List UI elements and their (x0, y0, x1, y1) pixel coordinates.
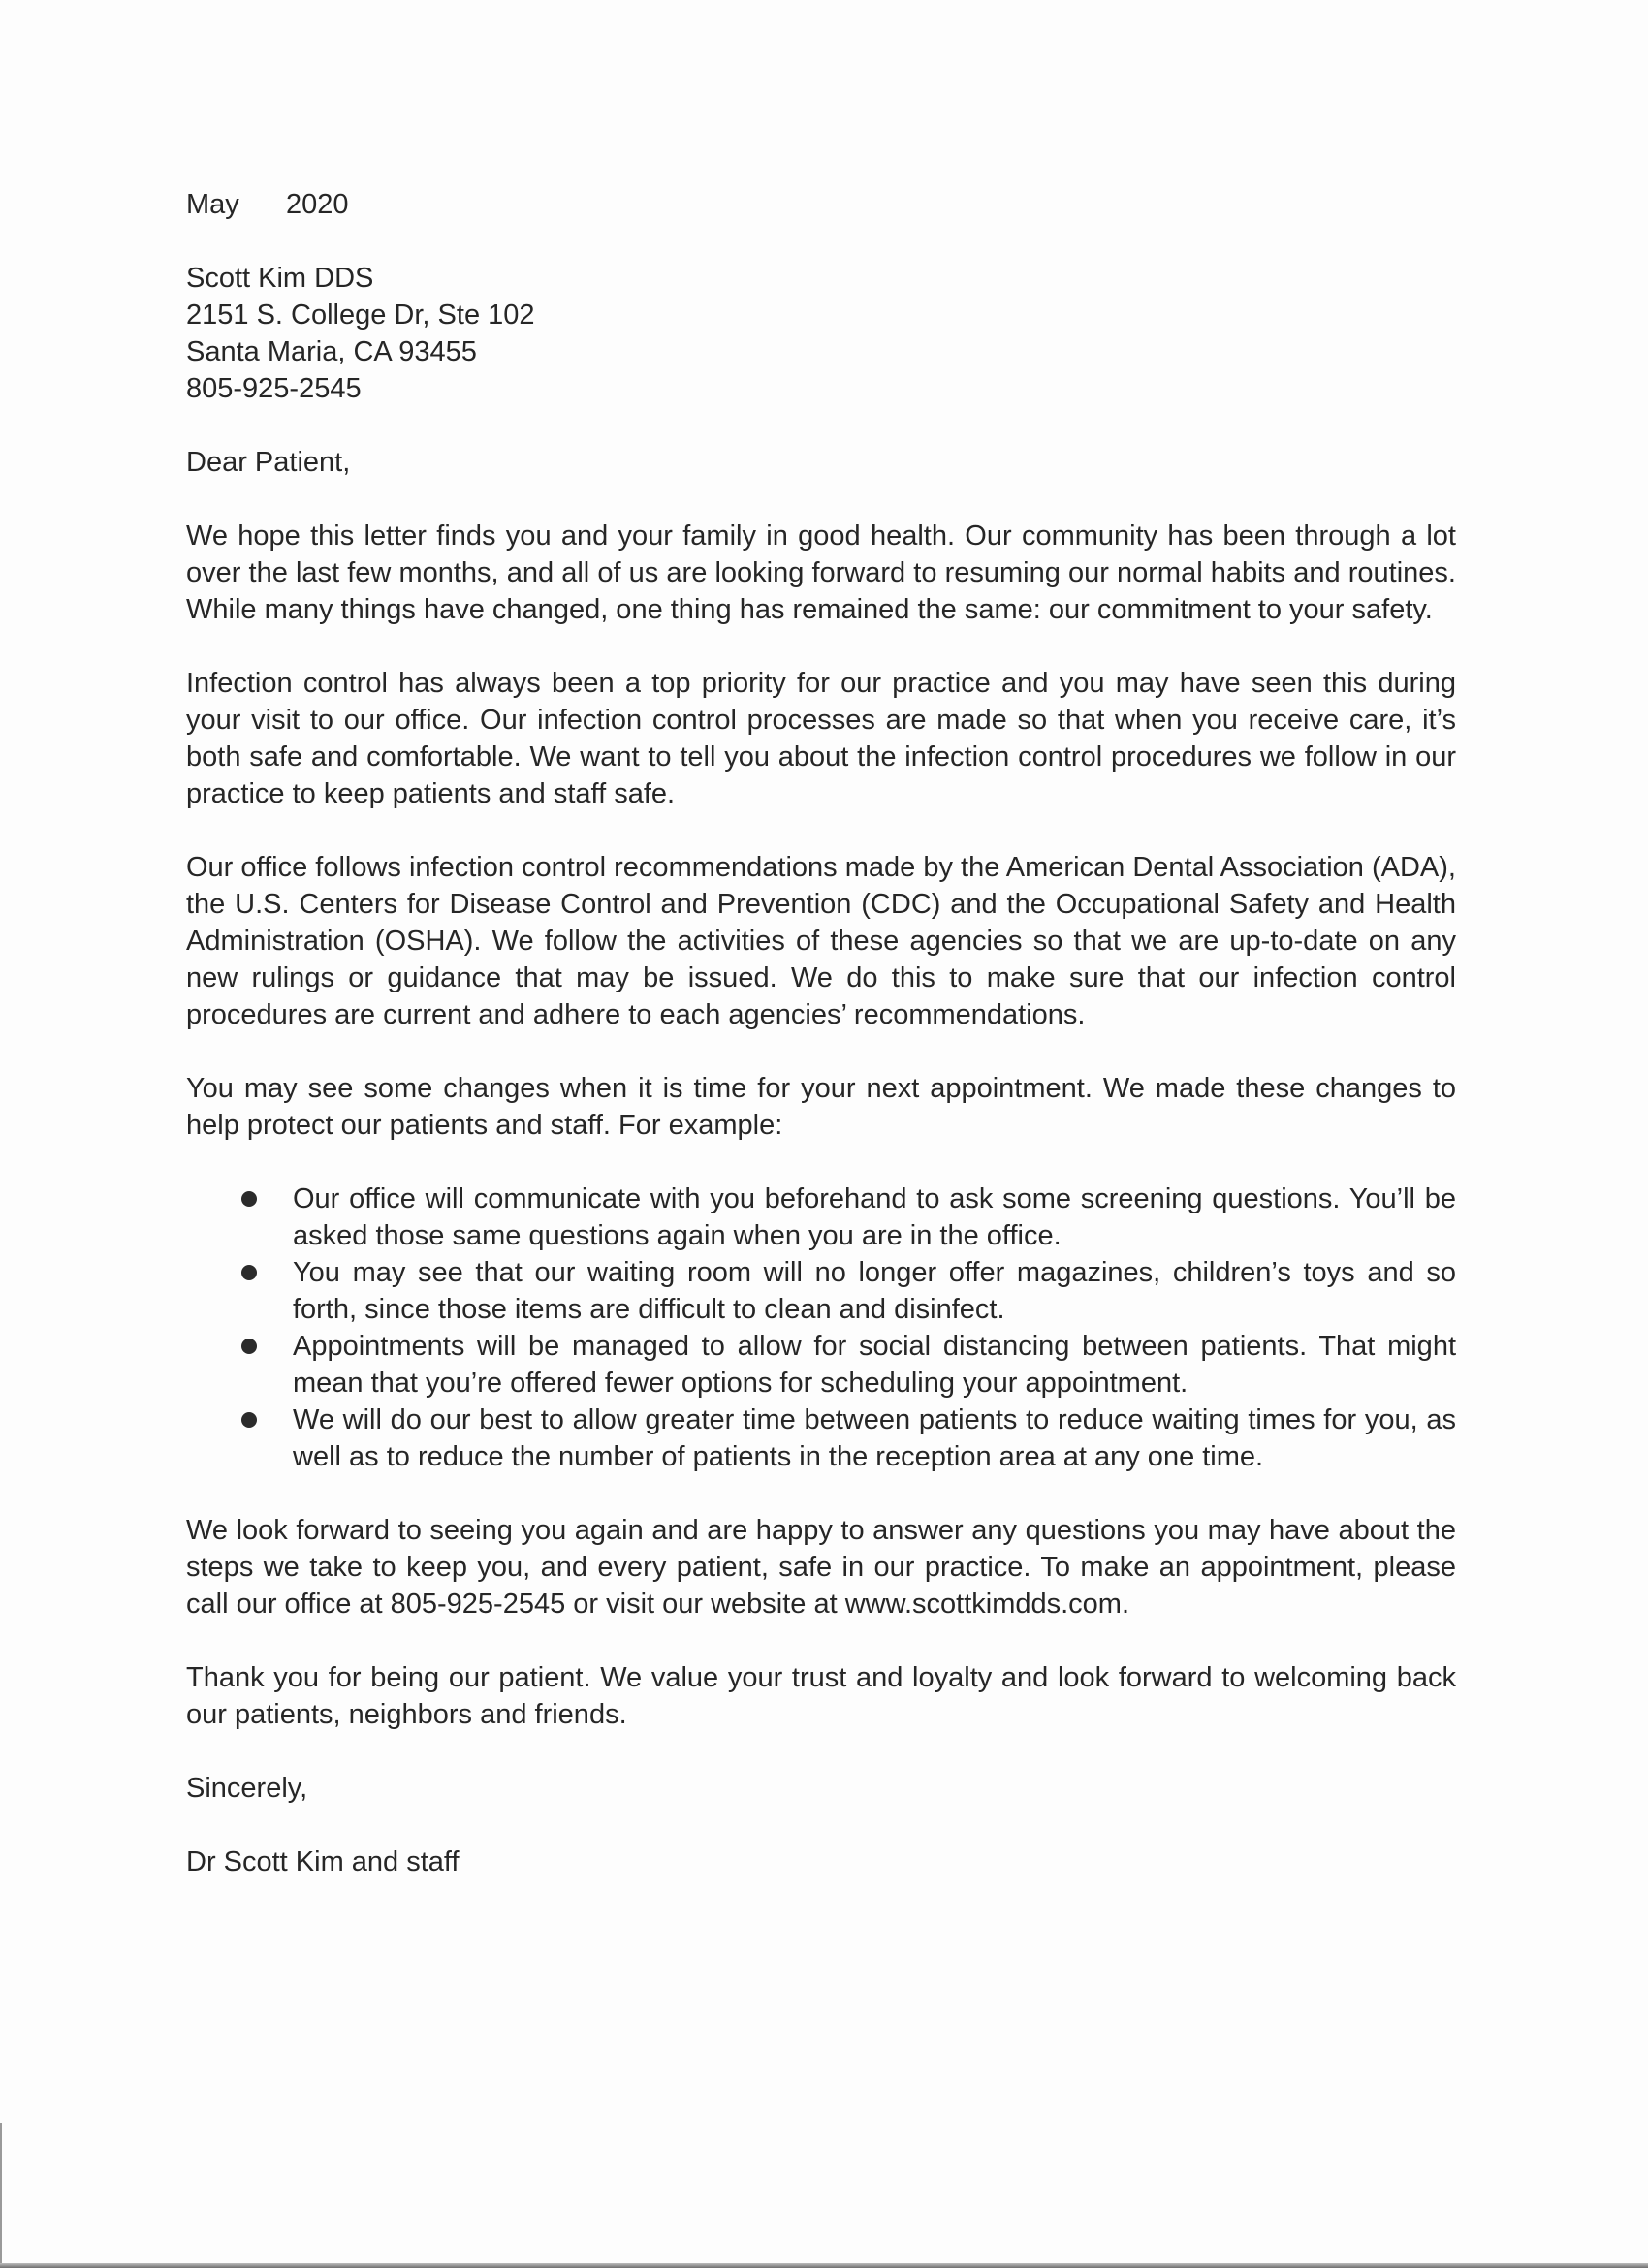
list-item (186, 1402, 1456, 1475)
paragraph-recommendations: Our office follows infection control recommendations made by the American Dental Association (ADA), the U.S. Centers for Disease Control and Prevention (CDC) and the Occupational Safety and Health Administration (OSHA). We follow the activities of these agencies so that we are up-to-date on any new rulings or guidance that may be issued. We do this to make sure that our infection control procedures are current and adhere to each agencies’ recommendations. (186, 852, 1456, 1030)
letter-body (186, 186, 1456, 1880)
sender-city-state-zip: Santa Maria, CA 93455 (186, 336, 477, 367)
date-year: 2020 (286, 189, 349, 220)
list-item-text: Our office will communicate with you beforehand to ask some screening questions. You’ll be asked those same questions again when you are in the office. (293, 1183, 1456, 1251)
paragraph-changes: You may see some changes when it is time for your next appointment. We made these changes to help protect our patients and staff. For example: (186, 1073, 1456, 1141)
paragraph-appointment: We look forward to seeing you again and are happy to answer any questions you may have about the steps we take to keep you, and every patient, safe in our practice. To make an appointment, please call our office at 805-925-2545 or visit our website at www.scottkimdds.com. (186, 1515, 1456, 1620)
letter-date (186, 186, 1456, 223)
paragraph-infection-control: Infection control has always been a top priority for our practice and you may have seen this during your visit to our office. Our infection control processes are made so that when you receive care, it’s both safe and comfortable. We want to tell you about the infection control procedures we follow in our practice to keep patients and staff safe. (186, 668, 1456, 809)
list-item (186, 1181, 1456, 1254)
paragraph-thank-you: Thank you for being our patient. We value your trust and loyalty and look forward to welcoming back our patients, neighbors and friends. (186, 1662, 1456, 1730)
paragraph-health: We hope this letter finds you and your family in good health. Our community has been through a lot over the last few months, and all of us are looking forward to resuming our normal habits and routines. While many things have changed, one thing has remained the same: our commitment to your safety. (186, 520, 1456, 625)
bullet-dot-icon (241, 1265, 257, 1280)
list-item-text: You may see that our waiting room will no longer offer magazines, children’s toys and so forth, since those items are difficult to clean and disinfect. (293, 1257, 1456, 1325)
list-item-text: We will do our best to allow greater time between patients to reduce waiting times for you, as well as to reduce the number of patients in the reception area at any one time. (293, 1404, 1456, 1472)
list-item (186, 1328, 1456, 1402)
sender-street: 2151 S. College Dr, Ste 102 (186, 299, 535, 331)
sender-name: Scott Kim DDS (186, 263, 374, 294)
scan-edge-left (0, 2123, 2, 2268)
bullet-dot-icon (241, 1339, 257, 1354)
list-item (186, 1254, 1456, 1328)
sender-address (186, 260, 1456, 407)
bullet-dot-icon (241, 1412, 257, 1428)
signature: Dr Scott Kim and staff (186, 1846, 460, 1877)
changes-list (186, 1181, 1456, 1475)
date-month: May (186, 189, 239, 220)
closing: Sincerely, (186, 1773, 308, 1804)
sender-phone: 805-925-2545 (186, 373, 362, 404)
salutation: Dear Patient, (186, 447, 351, 478)
list-item-text: Appointments will be managed to allow for social distancing between patients. That might mean that you’re offered fewer options for scheduling your appointment. (293, 1331, 1456, 1399)
bullet-dot-icon (241, 1191, 257, 1207)
scan-edge-bottom (0, 2263, 1648, 2268)
